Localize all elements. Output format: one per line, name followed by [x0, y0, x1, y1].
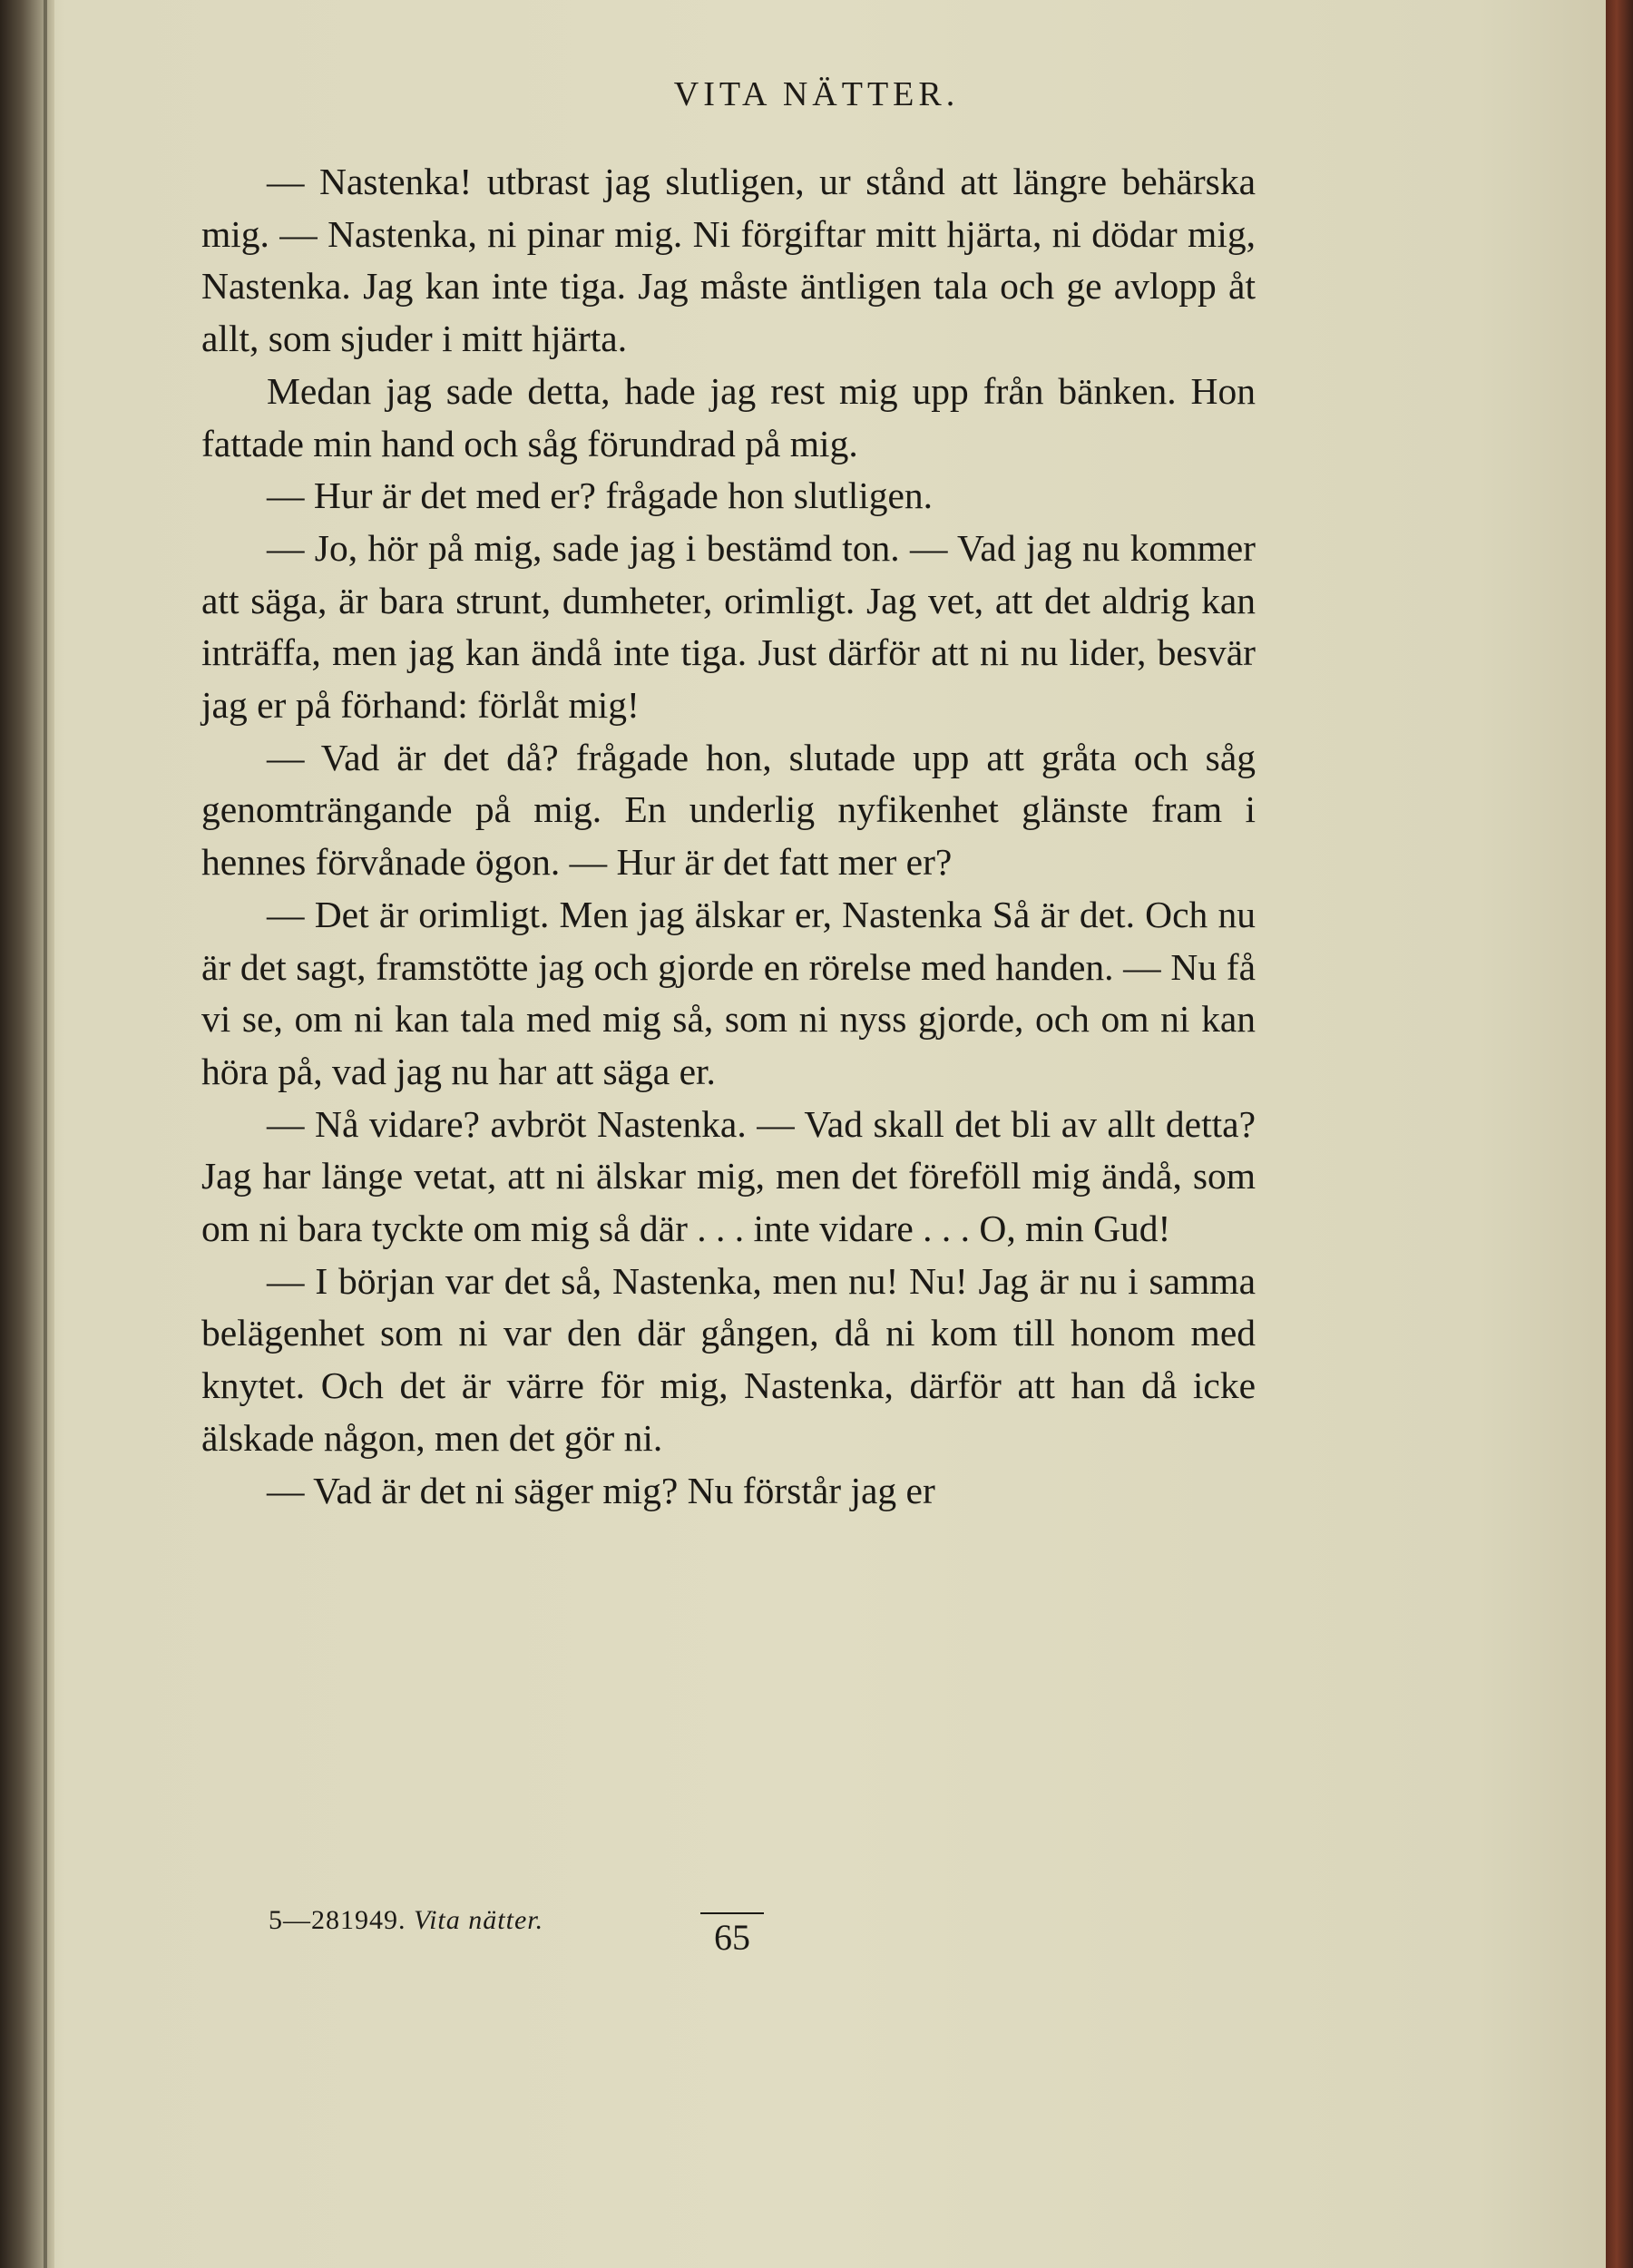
paragraph: Medan jag sade detta, hade jag rest mig upp från bänken. Hon fattade min hand och såg förundrad på mig.	[201, 369, 1256, 464]
paragraph: — Vad är det då? frågade hon, slutade upp att gråta och såg genomträngande på mig. En underlig nyfikenhet glänste fram i hennes förvånade ögon. — Hur är det fatt mer er?	[201, 736, 1256, 884]
running-header: VITA NÄTTER.	[673, 75, 960, 113]
page-number: 65	[700, 1912, 764, 1959]
paragraph: — Jo, hör på mig, sade jag i bestämd ton. — Vad jag nu kommer att säga, är bara strunt, dumheter, orimligt. Jag vet, att det aldrig kan inträffa, men jag kan ändå inte tiga. Just därför att ni nu lider, besvär jag er på förhand: förlåt mig!	[201, 526, 1256, 727]
paragraph: — Nastenka! utbrast jag slutligen, ur stånd att längre behärska mig. — Nastenka, ni pinar mig. Ni förgiftar mitt hjärta, ni dödar mig, Nastenka. Jag kan inte tiga. Jag måste äntligen tala och ge avlopp åt allt, som sjuder i mitt hjärta.	[201, 161, 1256, 360]
signature-title: Vita nätter.	[414, 1905, 544, 1935]
paragraph: — Nå vidare? avbröt Nastenka. — Vad skall det bli av allt detta? Jag har länge vetat, att ni älskar mig, men det föreföll mig ändå, som om ni bara tyckte om mig så där . . . inte vidare . . . O, min Gud!	[201, 1102, 1256, 1250]
body-text	[201, 156, 1256, 1517]
gutter-shadow	[44, 0, 47, 2268]
paragraph: — I början var det så, Nastenka, men nu! Nu! Jag är nu i samma belägenhet som ni var den där gången, då ni kom till honom med knytet. Och det är värre för mig, Nastenka, därför att han då icke älskade någon, men det gör ni.	[201, 1259, 1256, 1459]
printer-signature	[269, 1905, 543, 1936]
paragraph: — Det är orimligt. Men jag älskar er, Nastenka Så är det. Och nu är det sagt, framstötte jag och gjorde en rörelse med handen. — Nu få vi se, om ni kan tala med mig så, som ni nyss gjorde, och om ni kan höra på, vad jag nu har att säga er.	[201, 893, 1256, 1092]
paragraph: — Vad är det ni säger mig? Nu förstår jag er	[267, 1469, 935, 1511]
signature-number: 5—281949.	[269, 1905, 406, 1935]
book-cover-edge	[1606, 0, 1633, 2268]
paragraph: — Hur är det med er? frågade hon slutligen.	[267, 474, 934, 517]
